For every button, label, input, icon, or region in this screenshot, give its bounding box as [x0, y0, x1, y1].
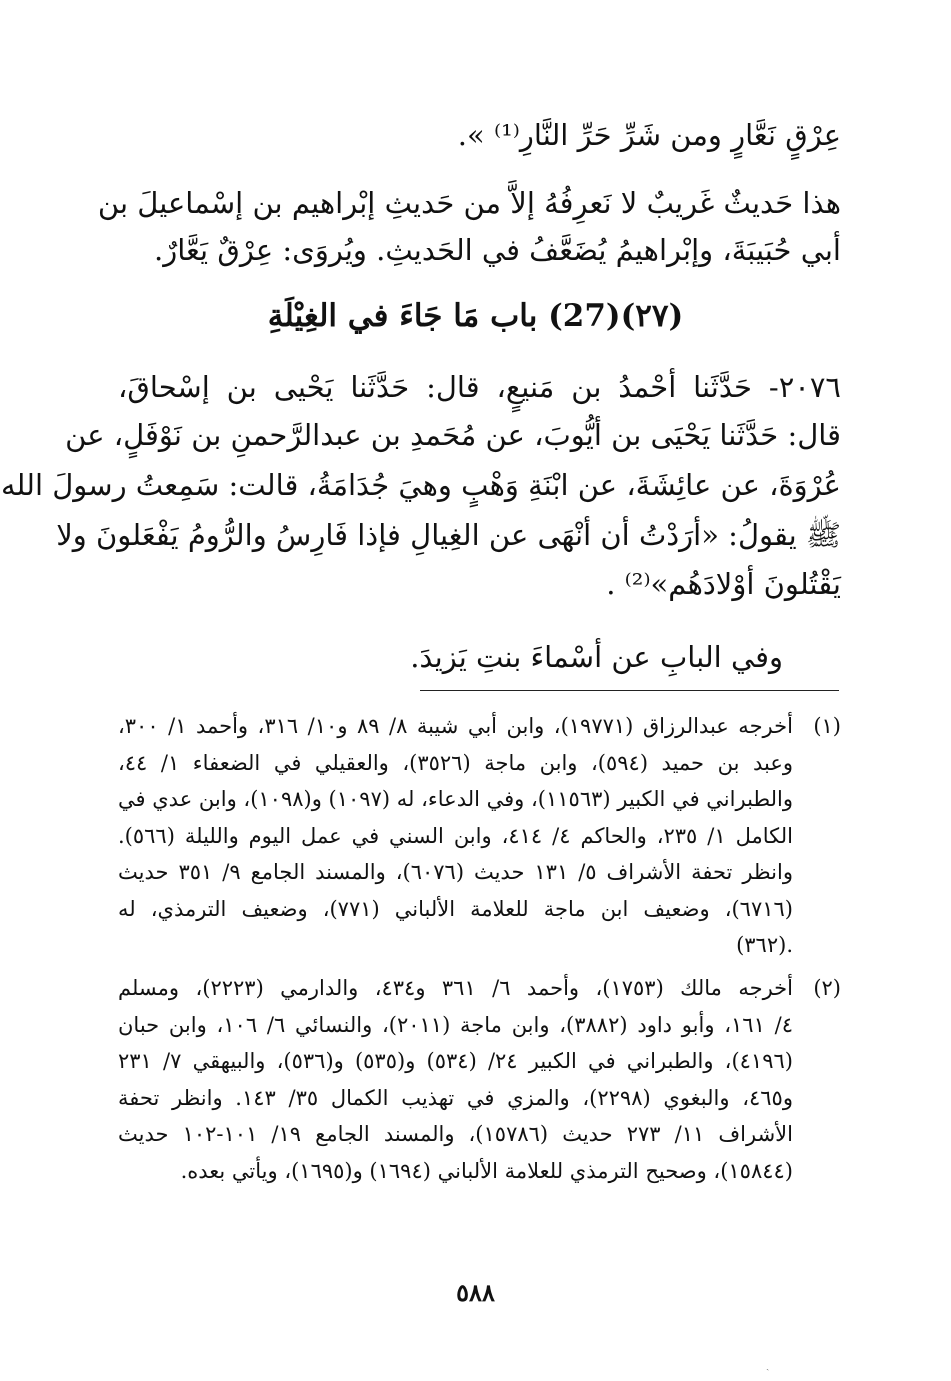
text-line-6: عُرْوَةَ، عن عائِشَةَ، عن ابْنَةِ وَهْبٍ وهيَ جُدَامَةُ، قالت: سَمِعتُ رسولَ الله — [0, 468, 841, 502]
page-number: ٥٨٨ — [456, 1278, 495, 1307]
footnote-2-line: ٤/ ١٦١، وأبو داود (٣٨٨٢)، وابن ماجة (٢٠١١)، والنسائي ٦/ ١٠٦، وابن حبان — [118, 1013, 793, 1037]
text-line-8: يَقْتُلونَ أوْلادَهُم»⁽²⁾ . — [606, 567, 841, 601]
footnote-2-line: و٤٦٥، والبغوي (٢٢٩٨)، والمزي في تهذيب الكمال ٣٥/ ١٤٣. وانظر تحفة — [118, 1086, 793, 1110]
footnote-2-number: (٢) — [813, 976, 841, 1000]
footnote-2-line: الأشراف ١١/ ٢٧٣ حديث (١٥٧٨٦)، والمسند الجامع ١٩/ ١٠١-١٠٢ حديث — [118, 1122, 793, 1146]
footnote-1-number: (١) — [813, 714, 841, 738]
text-line-4: ٢٠٧٦- حَدَّثَنا أحْمدُ بن مَنيعٍ، قال: حَدَّثَنا يَحْيى بن إسْحاقَ، — [118, 370, 841, 404]
text-line-2: هذا حَديثٌ غَريبٌ لا نَعرِفُهُ إلاَّ من حَديثِ إبْراهيم بن إسْماعيلَ بن — [97, 186, 841, 220]
text-line-5: قال: حَدَّثَنا يَحْيَى بن أيُّوبَ، عن مُحَمدِ بن عبدالرَّحمنِ بن نَوْفَلٍ، عن — [65, 418, 841, 452]
chapter-heading: (٢٧)(27) باب مَا جَاءَ في الغِيْلَةِ — [267, 298, 684, 334]
footnote-2-line: (١٥٨٤٤)، وصحيح الترمذي للعلامة الألباني (١٦٩٤) و(١٦٩٥)، ويأتي بعده. — [180, 1159, 793, 1183]
footnote-1-line: والطبراني في الكبير (١١٥٦٣)، وفي الدعاء، له (١٠٩٧) و(١٠٩٨)، وابن عدي في — [118, 787, 794, 811]
text-line-7: ﷺ يقولُ: «أرَدْتُ أن أنْهَى عن الغِيالِ فإذا فَارِسُ والرُّومُ يَفْعَلونَ ولا — [56, 518, 841, 552]
footnote-1-line: وانظر تحفة الأشراف ٥/ ١٣١ حديث (٦٠٧٦)، والمسند الجامع ٩/ ٣٥١ حديث — [118, 860, 793, 884]
scan-speck: ˎ — [766, 1360, 770, 1371]
footnote-1-line: (٣٦٢). — [736, 933, 793, 957]
footnote-1-line: أخرجه عبدالرزاق (١٩٧٧١)، وابن أبي شيبة ٨/ ٨٩ و١٠/ ٣١٦، وأحمد ١/ ٣٠٠، — [118, 714, 793, 738]
footnote-2-line: (٤١٩٦)، والطبراني في الكبير ٢٤/ (٥٣٤) و(٥٣٥) و(٥٣٦)، والبيهقي ٧/ ٢٣١ — [118, 1049, 793, 1073]
footnote-1-line: الكامل ١/ ٢٣٥، والحاكم ٤/ ٤١٤، وابن السني في عمل اليوم والليلة (٥٦٦). — [118, 824, 793, 848]
footnote-1-line: (٦٧١٦)، وضعيف ابن ماجة للعلامة الألباني (٧٧١)، وضعيف الترمذي، له — [118, 897, 793, 921]
footnote-divider — [420, 690, 839, 691]
text-line-1: عِرْقٍ نَعَّارٍ ومن شَرِّ حَرِّ النَّارِ⁽¹⁾ ». — [457, 118, 841, 152]
text-line-3: أبي حُبَيبَةَ، وإبْراهيمُ يُضَعَّفُ في الحَديثِ. ويُروَى: عِرْقٌ يَعَّارٌ. — [153, 233, 841, 267]
footnote-1-line: وعبد بن حميد (٥٩٤)، وابن ماجة (٣٥٢٦)، والعقيلي في الضعفاء ١/ ٤٤، — [118, 751, 793, 775]
footnote-2-line: أخرجه مالك (١٧٥٣)، وأحمد ٦/ ٣٦١ و٤٣٤، والدارمي (٢٢٢٣)، ومسلم — [118, 976, 793, 1000]
text-line-9: وفي البابِ عن أسْماءَ بنتِ يَزيدَ. — [410, 640, 783, 674]
